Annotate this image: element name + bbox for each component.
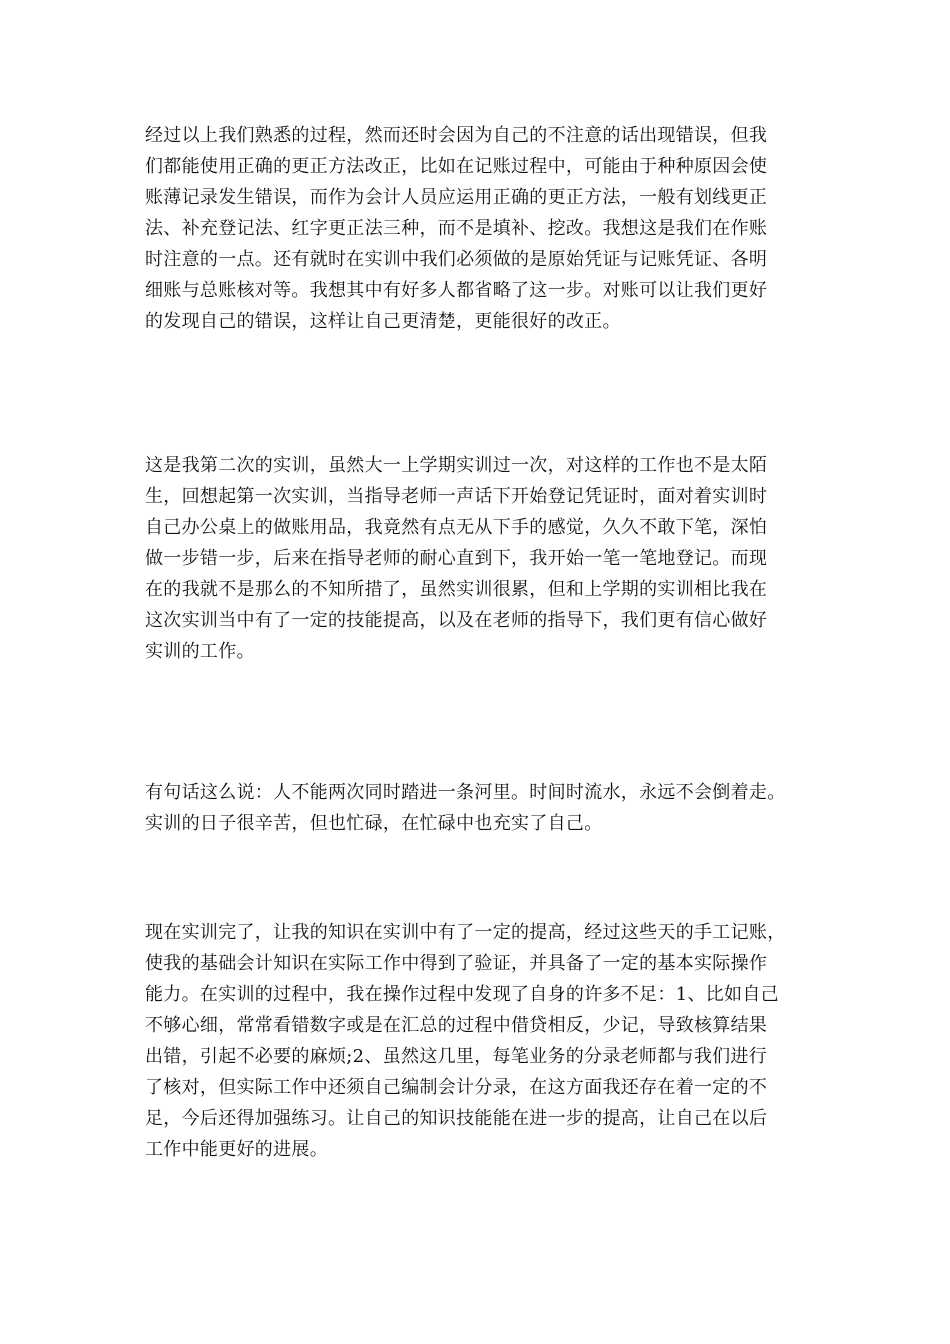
text-line: 这次实训当中有了一定的技能提高，以及在老师的指导下，我们更有信心做好 bbox=[145, 610, 768, 631]
text-line: 这是我第二次的实训，虽然大一上学期实训过一次，对这样的工作也不是太陌 bbox=[145, 455, 768, 476]
text-line: 足，今后还得加强练习。让自己的知识技能能在进一步的提高，让自己在以后 bbox=[145, 1108, 768, 1129]
text-line: 了核对，但实际工作中还须自己编制会计分录，在这方面我还存在着一定的不 bbox=[145, 1077, 768, 1098]
text-line: 自己办公桌上的做账用品，我竟然有点无从下手的感觉，久久不敢下笔，深怕 bbox=[145, 517, 768, 538]
text-line: 实训的日子很辛苦，但也忙碌，在忙碌中也充实了自己。 bbox=[145, 813, 603, 834]
paragraph-second-training bbox=[145, 450, 845, 667]
text-line: 的发现自己的错误，这样让自己更清楚，更能很好的改正。 bbox=[145, 311, 621, 332]
paragraph-conclusion bbox=[145, 917, 845, 1165]
text-line: 时注意的一点。还有就时在实训中我们必须做的是原始凭证与记账凭证、各明 bbox=[145, 249, 768, 270]
text-line: 细账与总账核对等。我想其中有好多人都省略了这一步。对账可以让我们更好 bbox=[145, 280, 768, 301]
text-line: 生，回想起第一次实训，当指导老师一声话下开始登记凭证时，面对着实训时 bbox=[145, 486, 768, 507]
text-line: 们都能使用正确的更正方法改正，比如在记账过程中，可能由于种种原因会使 bbox=[145, 156, 768, 177]
text-line: 现在实训完了，让我的知识在实训中有了一定的提高，经过这些天的手工记账， bbox=[145, 922, 786, 943]
text-line: 实训的工作。 bbox=[145, 641, 255, 662]
text-line: 做一步错一步，后来在指导老师的耐心直到下，我开始一笔一笔地登记。而现 bbox=[145, 548, 768, 569]
text-line: 在的我就不是那么的不知所措了，虽然实训很累，但和上学期的实训相比我在 bbox=[145, 579, 768, 600]
text-line: 工作中能更好的进展。 bbox=[145, 1139, 328, 1160]
text-line: 账薄记录发生错误，而作为会计人员应运用正确的更正方法，一般有划线更正 bbox=[145, 187, 768, 208]
text-line: 法、补充登记法、红字更正法三种，而不是填补、挖改。我想这是我们在作账 bbox=[145, 218, 768, 239]
text-line: 出错，引起不必要的麻烦;2、虽然这几里，每笔业务的分录老师都与我们进行 bbox=[145, 1046, 768, 1067]
text-line: 能力。在实训的过程中，我在操作过程中发现了自身的许多不足：1、比如自己 bbox=[145, 984, 779, 1005]
text-line: 使我的基础会计知识在实际工作中得到了验证，并具备了一定的基本实际操作 bbox=[145, 953, 768, 974]
text-line: 有句话这么说：人不能两次同时踏进一条河里。时间时流水，永远不会倒着走。 bbox=[145, 782, 786, 803]
text-line: 经过以上我们熟悉的过程，然而还时会因为自己的不注意的话出现错误，但我 bbox=[145, 125, 768, 146]
paragraph-correction-methods bbox=[145, 120, 845, 337]
paragraph-river-saying bbox=[145, 777, 845, 839]
text-line: 不够心细，常常看错数字或是在汇总的过程中借贷相反，少记，导致核算结果 bbox=[145, 1015, 768, 1036]
